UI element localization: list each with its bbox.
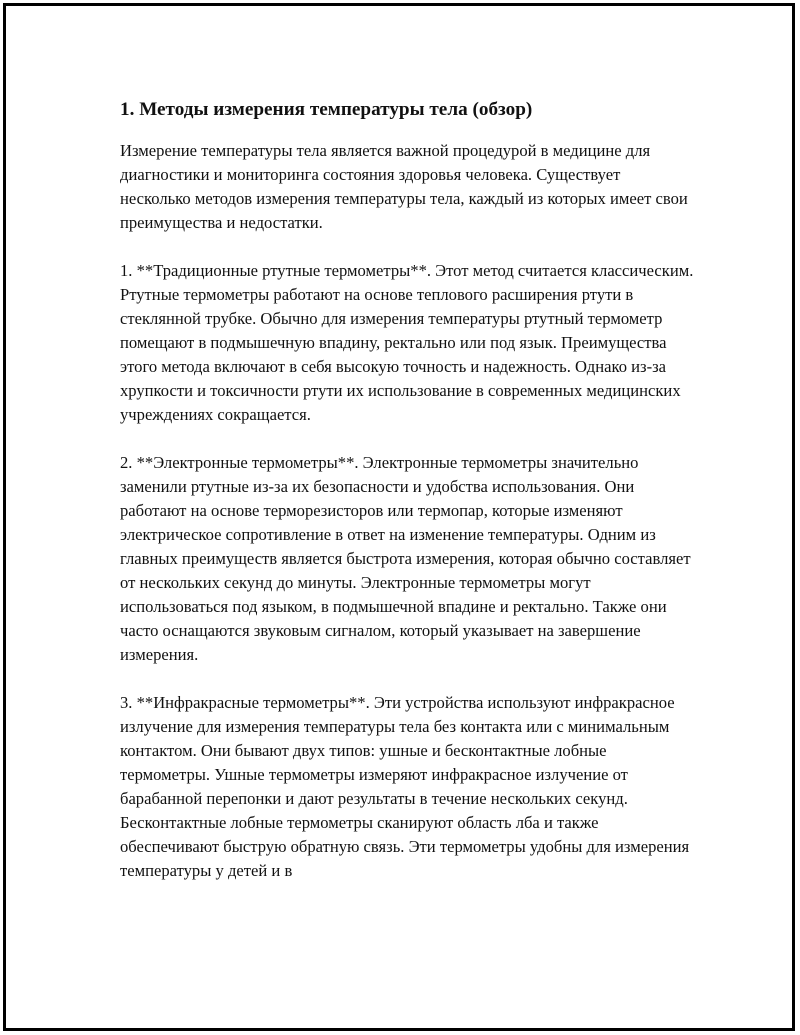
paragraph-intro: Измерение температуры тела является важной процедурой в медицине для диагностики и мониторинга состояния здоровья человека. Существует несколько методов измерения температуры тела, каждый из которых имеет свои преимущества и недостатки.: [120, 141, 688, 232]
document-title: 1. Методы измерения температуры тела (обзор): [120, 99, 533, 120]
document-body: [120, 97, 695, 883]
paragraph-infrared-thermometers: 3. **Инфракрасные термометры**. Эти устройства используют инфракрасное излучение для измерения температуры тела без контакта или с минимальным контактом. Они бывают двух типов: ушные и бесконтактные лобные термометры. Ушные термометры измеряют инфракрасное излучение от барабанной перепонки и дают результаты в течение нескольких секунд. Бесконтактные лобные термометры сканируют область лба и также обеспечивают быструю обратную связь. Эти термометры удобны для измерения температуры у детей и в: [120, 693, 690, 880]
paragraph-electronic-thermometers: 2. **Электронные термометры**. Электронные термометры значительно заменили ртутные из-за их безопасности и удобства использования. Они работают на основе терморезисторов или термопар, которые изменяют электрическое сопротивление в ответ на изменение температуры. Одним из главных преимуществ является быстрота измерения, которая обычно составляет от нескольких секунд до минуты. Электронные термометры могут использоваться под языком, в подмышечной впадине и ректально. Также они часто оснащаются звуковым сигналом, который указывает на завершение измерения.: [120, 453, 691, 664]
document-page: [3, 3, 795, 1031]
paragraph-mercury-thermometers: 1. **Традиционные ртутные термометры**. Этот метод считается классическим. Ртутные термометры работают на основе теплового расширения ртути в стеклянной трубке. Обычно для измерения температуры ртутный термометр помещают в подмышечную впадину, ректально или под язык. Преимущества этого метода включают в себя высокую точность и надежность. Однако из-за хрупкости и токсичности ртути их использование в современных медицинских учреждениях сокращается.: [120, 261, 694, 424]
